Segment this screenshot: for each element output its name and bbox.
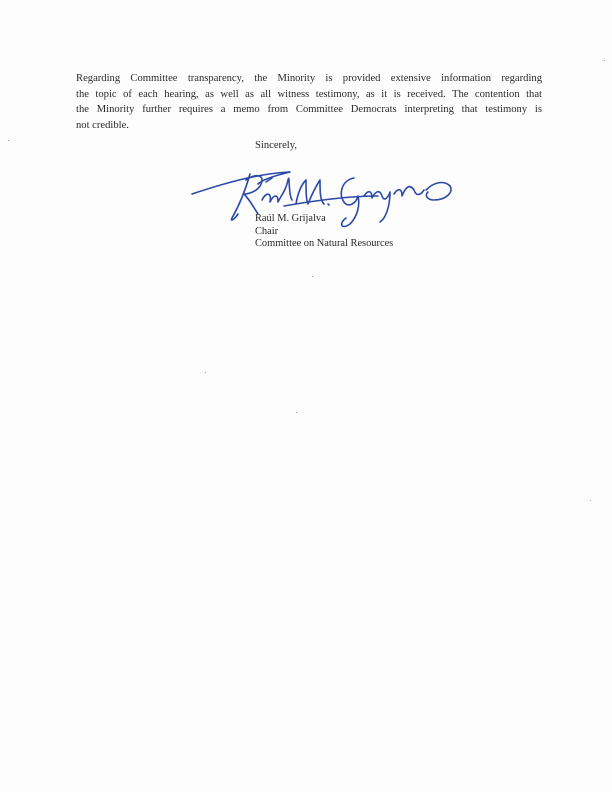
closing-salutation: Sincerely, [255, 140, 297, 151]
paragraph-line-3: the Minority further requires a memo from Committee Democrats interpreting that testimony is [76, 104, 542, 115]
body-paragraph [76, 71, 542, 133]
paragraph-line-4: not credible. [76, 119, 129, 131]
scan-speck [8, 140, 9, 141]
signer-name: Raúl M. Grijalva [255, 213, 326, 224]
signer-committee: Committee on Natural Resources [255, 238, 394, 249]
scan-speck [312, 276, 313, 277]
scan-speck [205, 372, 206, 373]
scan-speck [590, 500, 591, 501]
scan-speck [296, 412, 297, 413]
signature-block [255, 213, 393, 251]
paragraph-line-1: Regarding Committee transparency, the Minority is provided extensive information regarding [76, 73, 542, 84]
scan-speck [604, 60, 605, 61]
signer-title: Chair [255, 225, 279, 237]
paragraph-line-2: the topic of each hearing, as well as all witness testimony, as it is received. The contention that [76, 88, 542, 100]
